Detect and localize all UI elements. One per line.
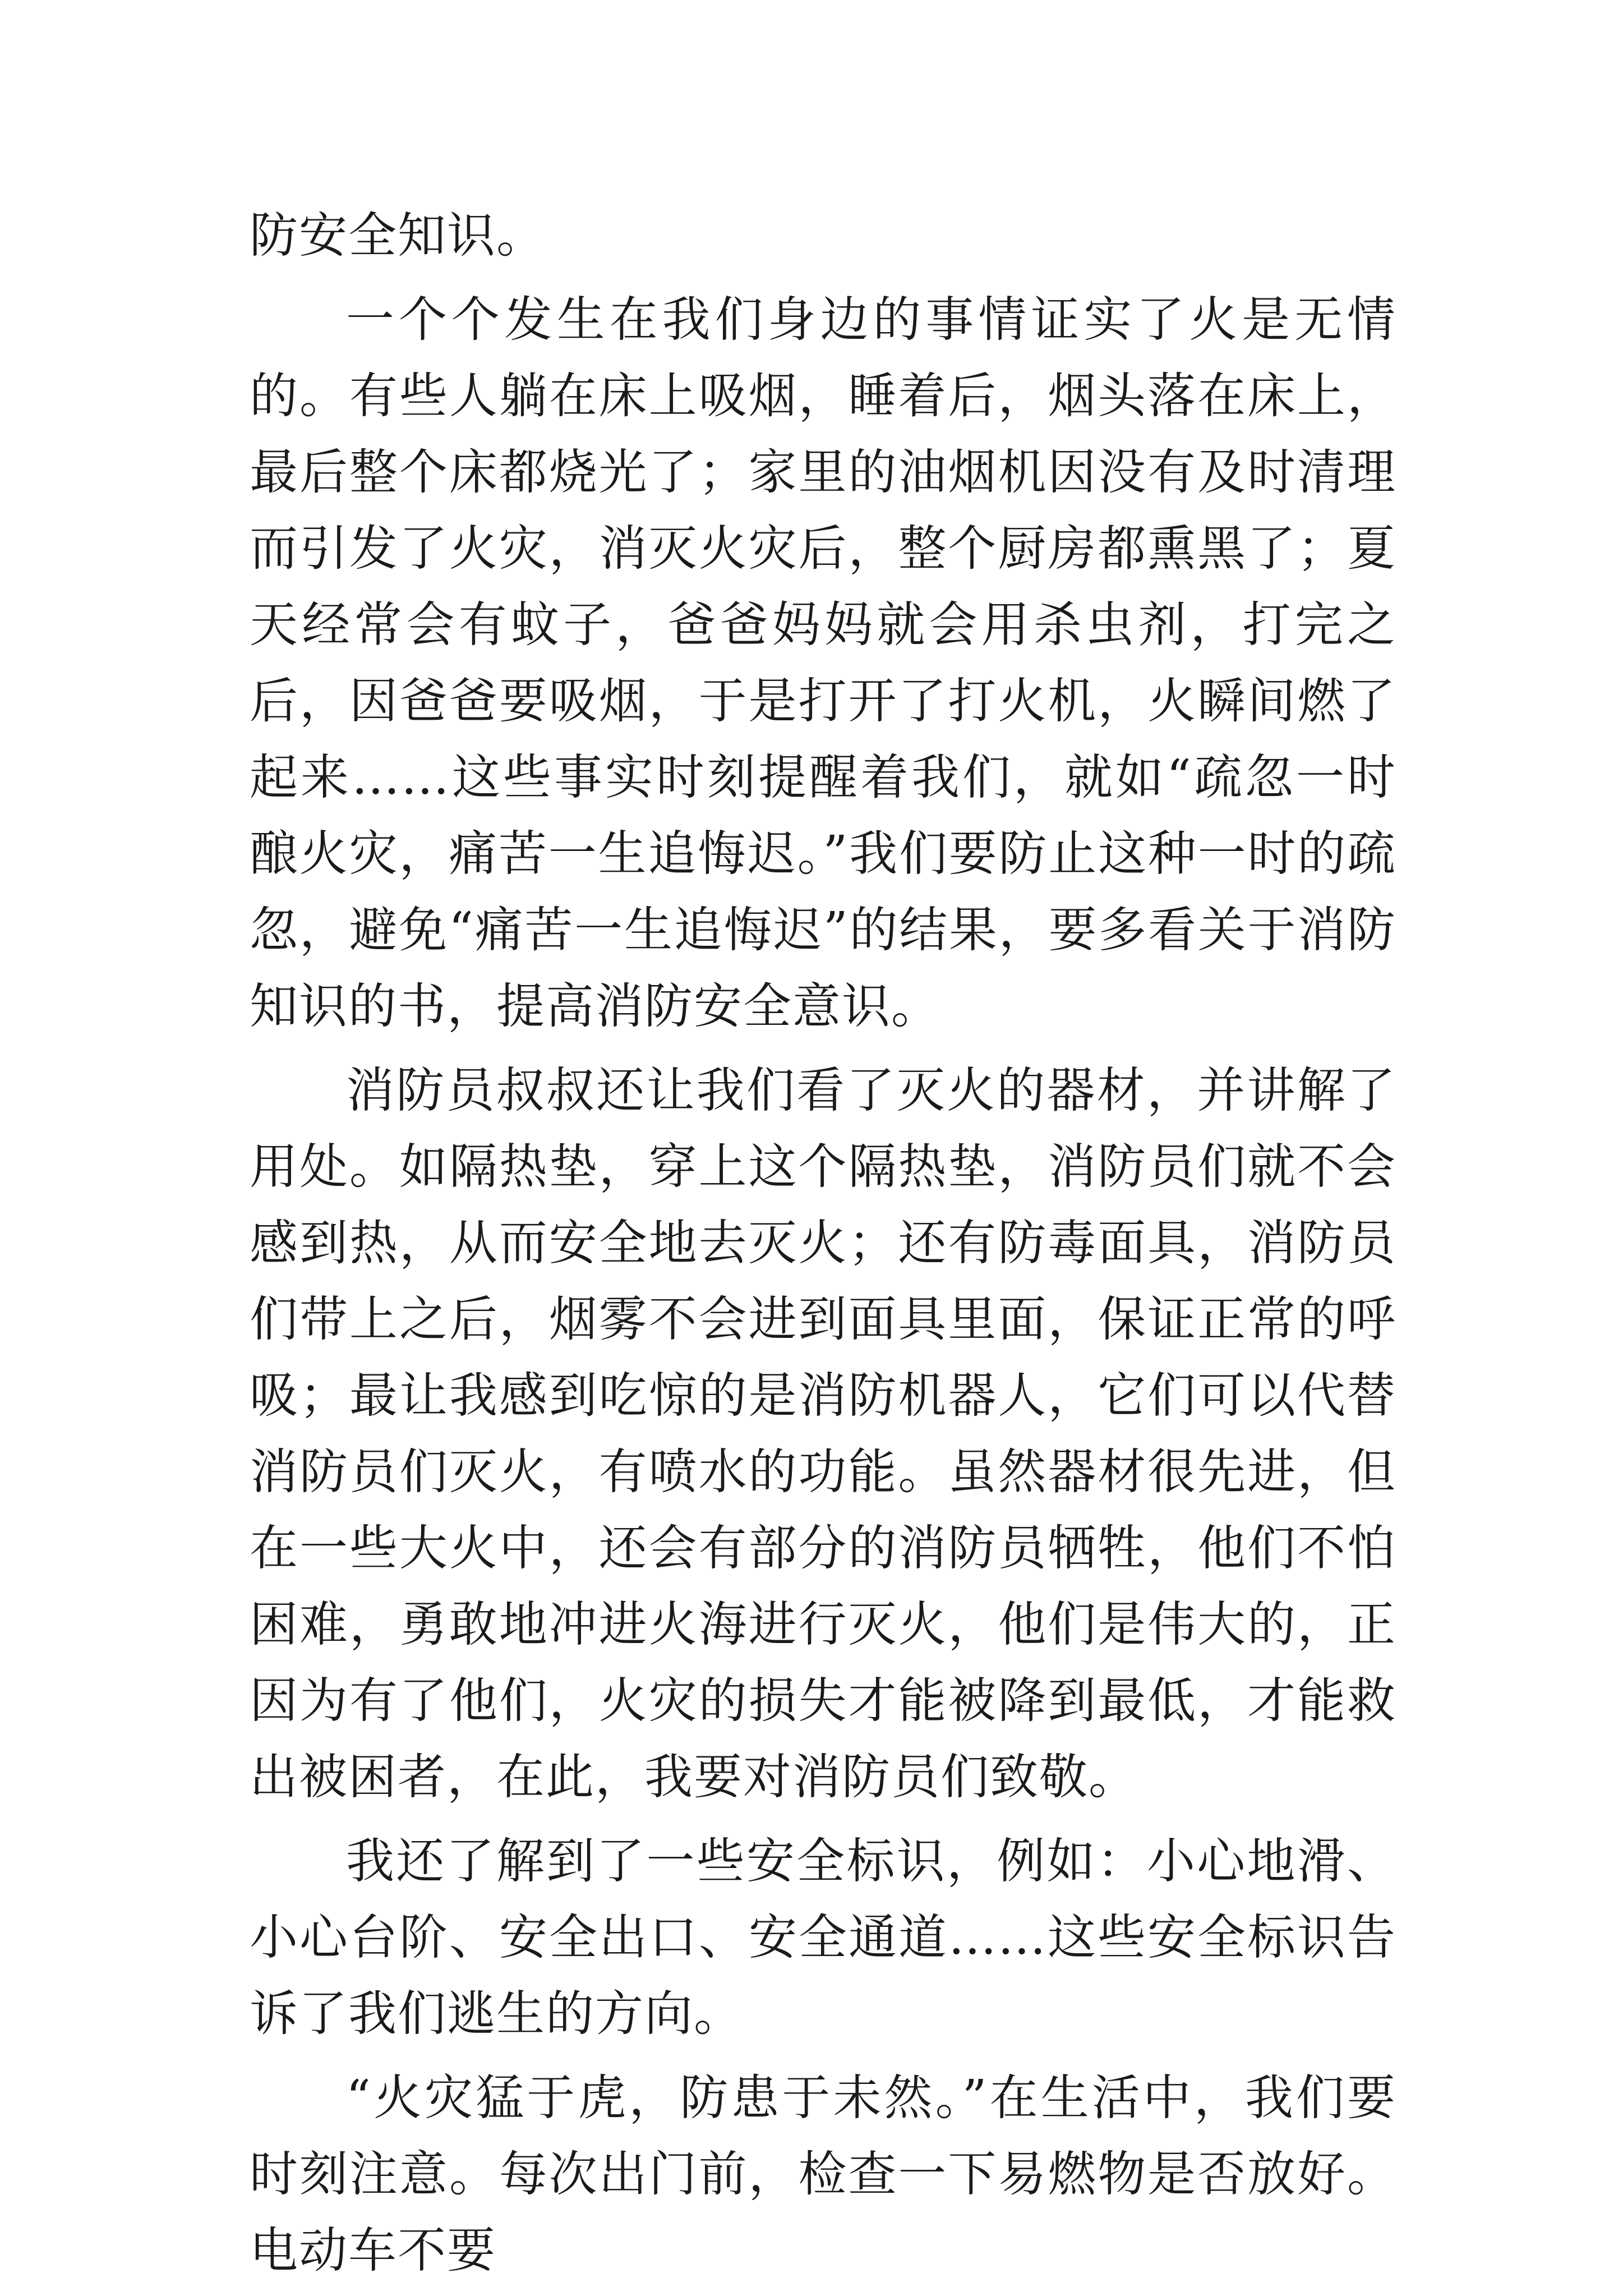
paragraph-safety-signs: 我还了解到了一些安全标识，例如：小心地滑、小心台阶、安全出口、安全通道……这些安全标识告诉了我们逃生的方向。: [250, 1833, 1396, 2042]
document-body: [250, 197, 1396, 2289]
paragraph-fire-incidents: 一个个发生在我们身边的事情证实了火是无情的。有些人躺在床上吸烟，睡着后，烟头落在床上，最后整个床都烧光了；家里的油烟机因没有及时清理而引发了火灾，消灭火灾后，整个厨房都熏黑了；夏天经常会有蚊子，爸爸妈妈就会用杀虫剂，打完之后，因爸爸要吸烟，于是打开了打火机，火瞬间燃了起来……这些事实时刻提醒着我们，就如“疏忽一时酿火灾，痛苦一生追悔迟。”我们要防止这种一时的疏忽，避免“痛苦一生追悔迟”的结果，要多看关于消防知识的书，提高消防安全意识。: [250, 292, 1396, 1034]
paragraph-firefighting-equipment: 消防员叔叔还让我们看了灭火的器材，并讲解了用处。如隔热垫，穿上这个隔热垫，消防员们就不会感到热，从而安全地去灭火；还有防毒面具，消防员们带上之后，烟雾不会进到面具里面，保证正常的呼吸；最让我感到吃惊的是消防机器人，它们可以代替消防员们灭火，有喷水的功能。虽然器材很先进，但在一些大火中，还会有部分的消防员牺牲，他们不怕困难，勇敢地冲进火海进行灭火，他们是伟大的，正因为有了他们，火灾的损失才能被降到最低，才能救出被困者，在此，我要对消防员们致敬。: [250, 1062, 1396, 1805]
paragraph-continuation: 防安全知识。: [250, 208, 546, 264]
paragraph-prevention: “火灾猛于虎，防患于未然。”在生活中，我们要时刻注意。每次出门前，检查一下易燃物是否放好。电动车不要: [250, 2070, 1396, 2279]
